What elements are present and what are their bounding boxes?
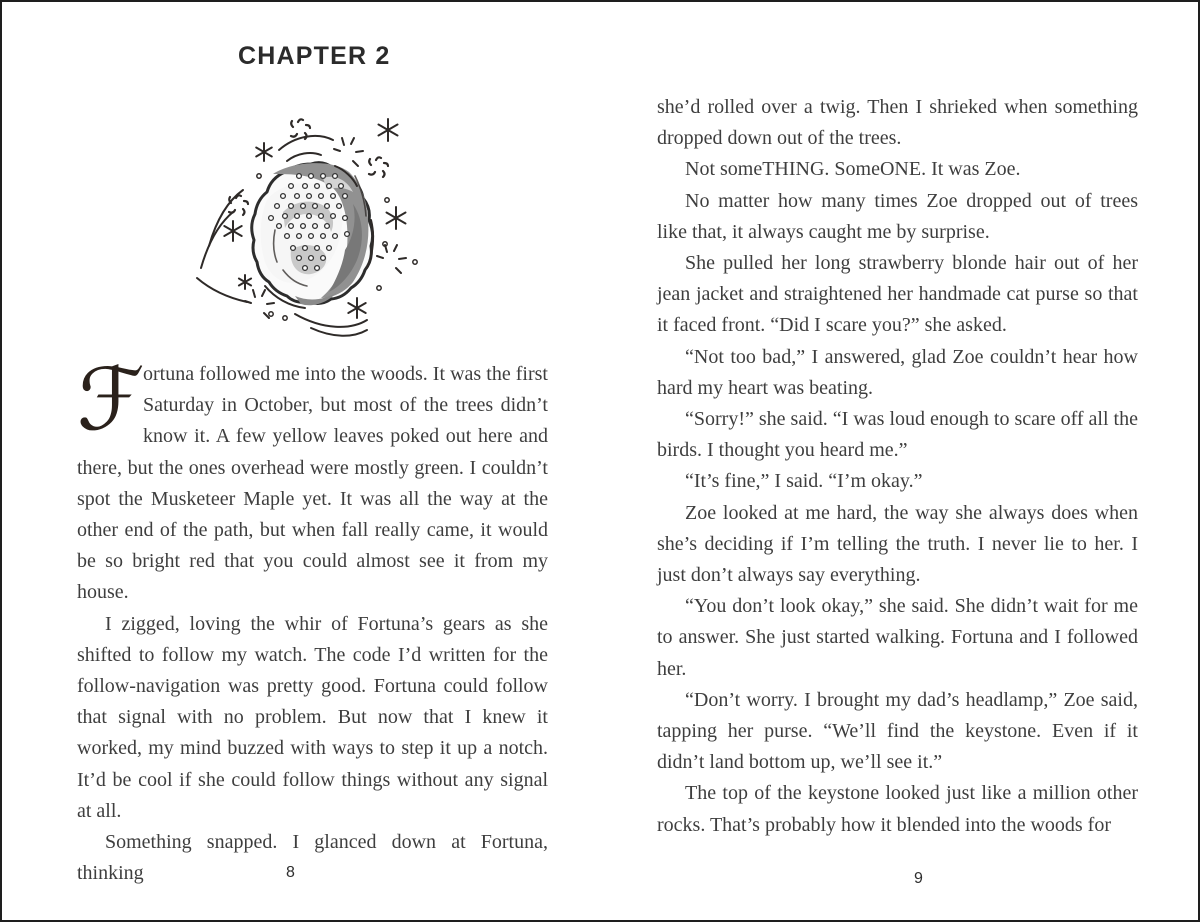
paragraph: Zoe looked at me hard, the way she always does when she’s deciding if I’m telling the truth. I never lie to her. I just don’t always say everything. (657, 501, 1138, 587)
paragraph: “Not too bad,” I answered, glad Zoe couldn’t hear how hard my heart was beating. (657, 345, 1138, 399)
paragraph: No matter how many times Zoe dropped out of trees like that, it always caught me by surprise. (657, 189, 1138, 243)
paragraph-text: ortuna followed me into the woods. It was the first Saturday in October, but most of the trees didn’t know it. A few yellow leaves poked out here and there, but the ones overhead were mostly green. I couldn’t spot the Musketeer Maple yet. It was all the way at the other end of the path, but when fall really came, it would be so bright red that you could almost see it from my house. (77, 363, 548, 604)
paragraph: “Don’t worry. I brought my dad’s headlamp,” Zoe said, tapping her purse. “We’ll find the keystone. Even if it didn’t land bottom up, we’ll see it.” (657, 688, 1138, 774)
paragraph: She pulled her long strawberry blonde hair out of her jean jacket and straightened her handmade cat purse so that it faced front. “Did I scare you?” she asked. (657, 252, 1138, 337)
paragraph: “You don’t look okay,” she said. She didn’t wait for me to answer. She just started walking. Fortuna and I followed her. (657, 595, 1138, 680)
paragraph: “It’s fine,” I said. “I’m okay.” (685, 470, 923, 493)
sparkling-rock-illustration (195, 100, 465, 350)
paragraph: I zigged, loving the whir of Fortuna’s gears as she shifted to follow my watch. The code I’d written for the follow-navigation was pretty good. Fortuna could follow that signal with no problem. But now that I knew it worked, my mind buzzed with ways to step it up a notch. It’d be cool if she could follow things without any signal at all. (77, 612, 548, 822)
paragraph: she’d rolled over a twig. Then I shrieked when something dropped down out of the trees. (657, 96, 1138, 150)
paragraph: Not someTHING. SomeONE. It was Zoe. (685, 158, 1021, 181)
chapter-heading: CHAPTER 2 (238, 42, 391, 70)
paragraph: “Sorry!” she said. “I was loud enough to scare off all the birds. I thought you heard me.” (657, 408, 1138, 462)
page-number-left: 8 (286, 864, 295, 881)
paragraph (77, 350, 548, 609)
paragraph: The top of the keystone looked just like a million other rocks. That’s probably how it blended into the woods for (657, 782, 1138, 836)
right-page-text-column (657, 92, 1138, 841)
page-number-right: 9 (914, 870, 923, 887)
paragraph: Something snapped. I glanced down at Fortuna, thinking (77, 831, 548, 885)
drop-cap-letter: ℱ (77, 350, 145, 450)
left-page-text-column (77, 350, 548, 889)
